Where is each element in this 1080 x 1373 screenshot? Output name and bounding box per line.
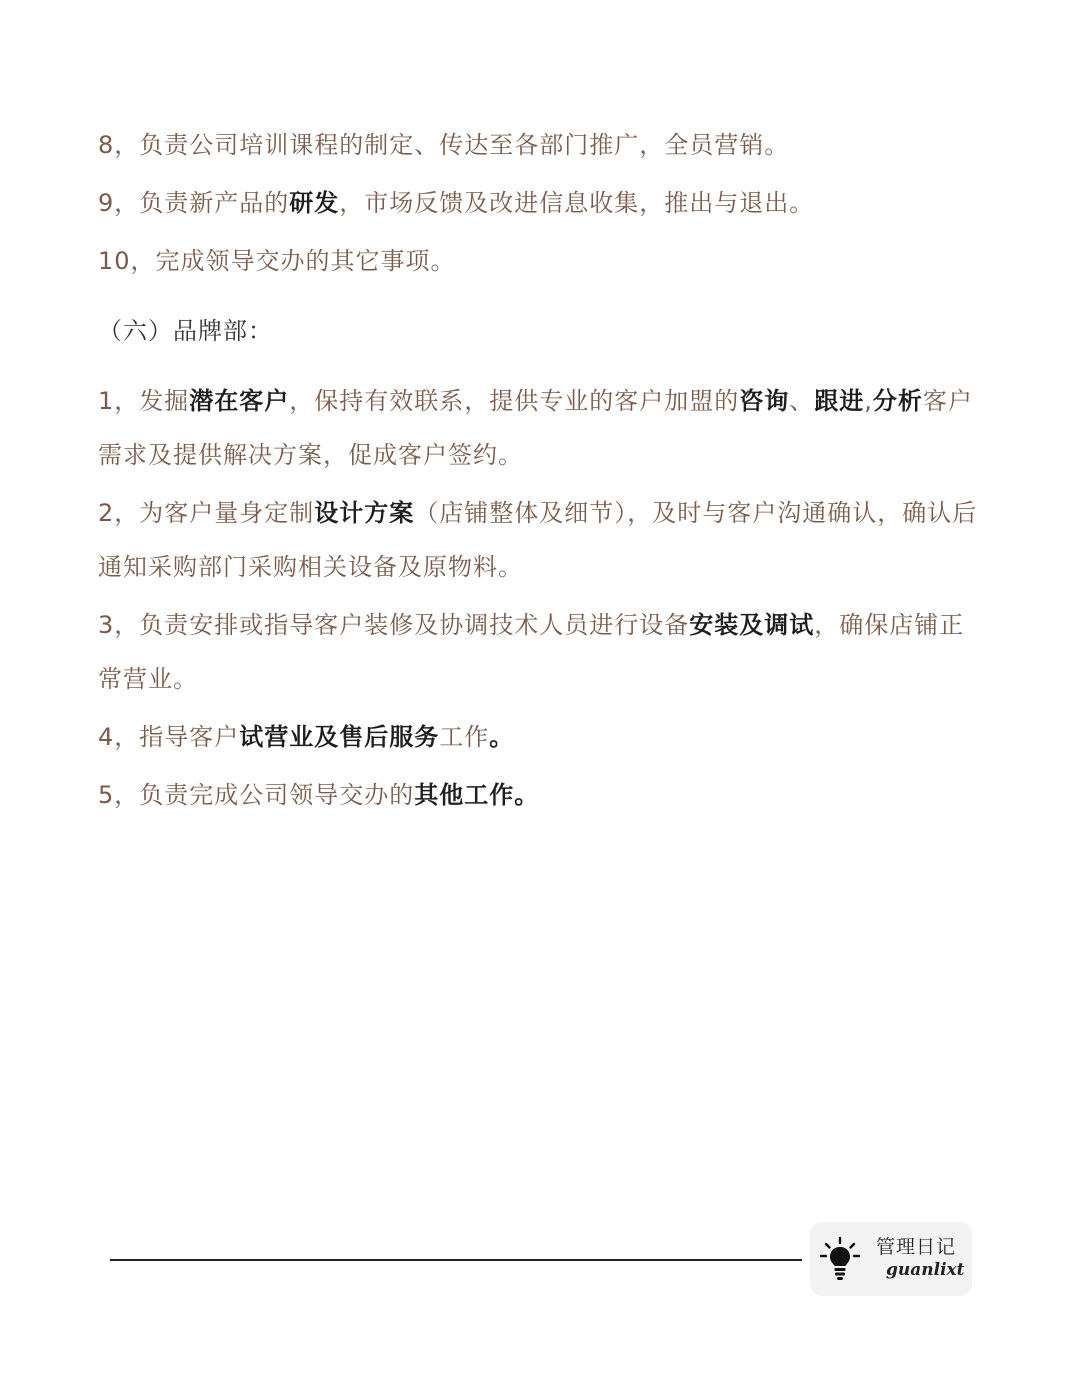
section-title: （六）品牌部： — [98, 317, 273, 345]
body-text: 1，发掘 — [98, 387, 190, 415]
body-text: 工作 — [439, 723, 490, 751]
list-item — [98, 176, 988, 230]
emphasis-text: 其他工作。 — [414, 781, 540, 809]
emphasis-text: 试营业及售后服务 — [239, 723, 440, 751]
footer-divider — [110, 1259, 802, 1261]
lightbulb-icon — [818, 1236, 862, 1282]
emphasis-text: 分析 — [872, 387, 923, 415]
emphasis-text: 潜在客户 — [189, 387, 290, 415]
body-text: 8，负责公司培训课程的制定、传达至各部门推广，全员营销。 — [98, 131, 790, 159]
list-item — [98, 374, 988, 482]
body-text: 客户需求及提供解决方案，促成客户签约。 — [98, 387, 973, 469]
body-text: 5，负责完成公司领导交办的 — [98, 781, 415, 809]
emphasis-text: 咨询 — [739, 387, 790, 415]
body-text: ，市场反馈及改进信息收集，推出与退出。 — [339, 189, 815, 217]
emphasis-text: 研发 — [289, 189, 340, 217]
brand-badge — [810, 1222, 972, 1296]
body-text: ，确保店铺正常营业。 — [98, 611, 965, 693]
body-text: ，保持有效联系，提供专业的客户加盟的 — [289, 387, 740, 415]
list-item — [98, 234, 988, 288]
emphasis-text: 安装及调试 — [689, 611, 815, 639]
emphasis-text: 跟进 — [814, 387, 865, 415]
list-item — [98, 710, 988, 764]
list-item — [98, 486, 988, 594]
body-text: 2，为客户量身定制 — [98, 499, 315, 527]
body-text: , — [864, 387, 873, 415]
list-item — [98, 598, 988, 706]
body-text: 10，完成领导交办的其它事项。 — [98, 247, 456, 275]
badge-subtitle: guanlixt — [886, 1260, 965, 1280]
list-brand — [98, 374, 988, 822]
list-item — [98, 768, 988, 822]
emphasis-text: 设计方案 — [314, 499, 415, 527]
list-top — [98, 118, 988, 288]
list-item — [98, 118, 988, 172]
body-text: 、 — [789, 387, 815, 415]
body-text: 4，指导客户 — [98, 723, 240, 751]
emphasis-text: 。 — [489, 723, 515, 751]
badge-title: 管理日记 — [876, 1236, 957, 1258]
document-body — [98, 118, 988, 826]
body-text: 3，负责安排或指导客户装修及协调技术人员进行设备 — [98, 611, 690, 639]
body-text: （店铺整体及细节），及时与客户沟通确认，确认后通知采购部门采购相关设备及原物料。 — [98, 499, 978, 581]
body-text: 9，负责新产品的 — [98, 189, 290, 217]
